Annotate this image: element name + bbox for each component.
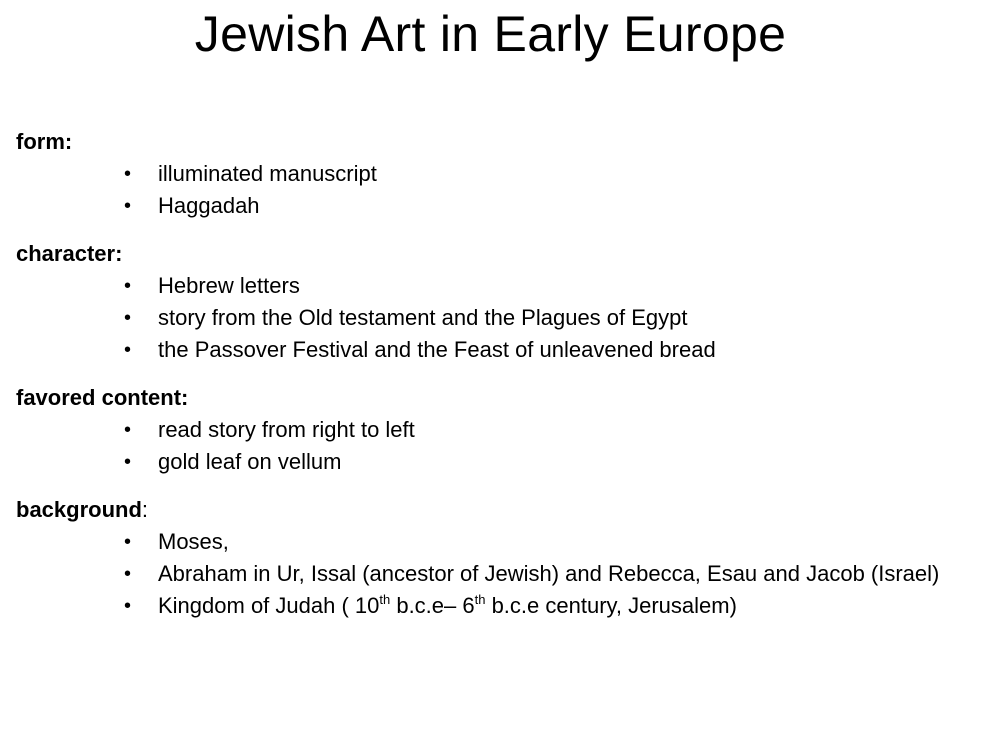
bullet-list bbox=[16, 270, 966, 366]
bullet-icon: • bbox=[124, 163, 132, 185]
bullet-list bbox=[16, 526, 966, 622]
bullet-list bbox=[16, 414, 966, 478]
list-item bbox=[16, 190, 966, 222]
section-heading bbox=[16, 128, 966, 156]
list-item-text: story from the Old testament and the Plagues of Egypt bbox=[158, 305, 688, 330]
list-item-text-part: b.c.e– 6 bbox=[390, 593, 475, 618]
bullet-icon: • bbox=[124, 307, 132, 329]
slide-content bbox=[16, 128, 966, 622]
bullet-list bbox=[16, 158, 966, 222]
list-item-text: Hebrew letters bbox=[158, 273, 300, 298]
bullet-icon: • bbox=[124, 531, 132, 553]
section-character bbox=[16, 240, 966, 366]
section-heading-colon: : bbox=[141, 497, 149, 522]
list-item-text-part: b.c.e century, Jerusalem) bbox=[485, 593, 737, 618]
list-item bbox=[16, 558, 966, 590]
list-item-text: the Passover Festival and the Feast of unleavened bread bbox=[158, 337, 716, 362]
bullet-icon: • bbox=[124, 339, 132, 361]
list-item-text: illuminated manuscript bbox=[158, 161, 377, 186]
list-item bbox=[16, 526, 966, 558]
list-item-text: Moses, bbox=[158, 529, 229, 554]
bullet-icon: • bbox=[124, 563, 132, 585]
list-item-text-part: Kingdom of Judah ( 10 bbox=[158, 593, 380, 618]
list-item bbox=[16, 414, 966, 446]
section-heading-label: background bbox=[16, 497, 142, 522]
section-heading-label: form: bbox=[16, 129, 73, 154]
section-background bbox=[16, 496, 966, 622]
bullet-icon: • bbox=[124, 275, 132, 297]
section-heading-label: favored content: bbox=[16, 385, 189, 410]
slide-title: Jewish Art in Early Europe bbox=[194, 6, 787, 62]
list-item-text: Abraham in Ur, Issal (ancestor of Jewish) and Rebecca, Esau and Jacob (Israel) bbox=[158, 561, 940, 586]
list-item-text: read story from right to left bbox=[158, 417, 415, 442]
list-item bbox=[16, 446, 966, 478]
bullet-icon: • bbox=[124, 595, 132, 617]
section-heading-label: character: bbox=[16, 241, 123, 266]
section-favored-content bbox=[16, 384, 966, 478]
list-item bbox=[16, 302, 966, 334]
section-heading bbox=[16, 496, 966, 524]
superscript-ordinal: th bbox=[379, 592, 391, 607]
bullet-icon: • bbox=[124, 451, 132, 473]
bullet-icon: • bbox=[124, 419, 132, 441]
list-item bbox=[16, 590, 966, 622]
list-item bbox=[16, 270, 966, 302]
list-item-text: Haggadah bbox=[158, 193, 260, 218]
section-heading bbox=[16, 384, 966, 412]
list-item bbox=[16, 158, 966, 190]
bullet-icon: • bbox=[124, 195, 132, 217]
superscript-ordinal: th bbox=[474, 592, 486, 607]
section-form bbox=[16, 128, 966, 222]
section-heading bbox=[16, 240, 966, 268]
list-item bbox=[16, 334, 966, 366]
list-item-text: gold leaf on vellum bbox=[158, 449, 342, 474]
